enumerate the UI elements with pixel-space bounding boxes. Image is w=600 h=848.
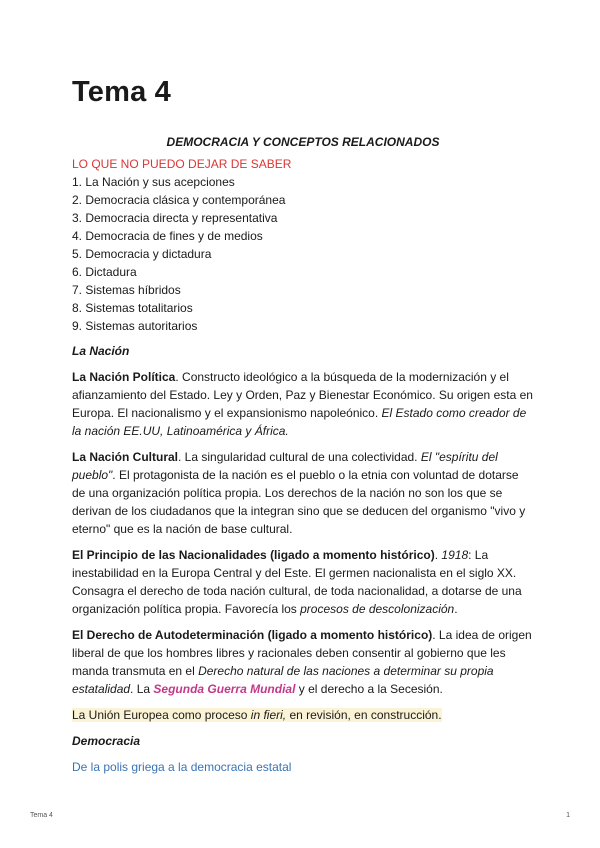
key-points-heading: LO QUE NO PUEDO DEJAR DE SABER — [72, 157, 292, 171]
text: y el derecho a la Secesión. — [295, 682, 443, 696]
text: . La idea de origen liberal de que los hombres libres y racionales deben consentir al gobierno que les manda transmuta en el — [72, 628, 532, 678]
italic-text: El Estado como creador de la nación EE.UU, Latinoamérica y África. — [72, 406, 527, 438]
text: . — [434, 548, 442, 562]
list-item: 2. Democracia clásica y contemporánea — [72, 193, 286, 207]
text: La Unión Europea como proceso — [72, 708, 251, 722]
text: . Constructo ideológico a la búsqueda de la modernización y el afianzamiento del Estado. Ley y Orden, Paz y Bienestar Económico. Su origen esta en Europa. El nacionalismo y el expansionismo napoleónico. — [72, 370, 533, 420]
section-heading-nacion: La Nación — [72, 344, 130, 358]
text: . El protagonista de la nación es el pueblo o la etnia con voluntad de dotarse de una organización política propia. Los derechos de la nación no son los que se derivan de los ciudadanos que la integran sino que se deducen del organismo "vivo y eterno" que es la nación de base cultural. — [72, 468, 526, 536]
term: El Principio de las Nacionalidades (ligado a momento histórico) — [72, 548, 435, 562]
list-item: 3. Democracia directa y representativa — [72, 211, 278, 225]
term: La Nación Cultural — [72, 450, 179, 464]
document-body — [72, 134, 534, 776]
list-item: 5. Democracia y dictadura — [72, 247, 212, 261]
text: en revisión, en construcción. — [286, 708, 442, 722]
italic-text: Derecho natural de las naciones a determinar su propia estatalidad — [72, 664, 494, 696]
list-item: 9. Sistemas autoritarios — [72, 319, 198, 333]
paragraph-nacion-cultural — [72, 448, 534, 538]
text: : La inestabilidad en la Europa Central y del Este. El germen nacionalista en el siglo XX. Consagra el derecho de toda nación cultural, de toda nacionalidad, a dotarse de una organización política propia. Favorecía los — [72, 548, 522, 616]
paragraph-union-europea — [72, 706, 534, 724]
list-item: 1. La Nación y sus acepciones — [72, 175, 235, 189]
text: . — [454, 602, 458, 616]
section-heading-democracia: Democracia — [72, 734, 141, 748]
topic-list — [72, 173, 534, 335]
term: El Derecho de Autodeterminación (ligado a momento histórico) — [72, 628, 433, 642]
text: . La singularidad cultural de una colectividad. — [178, 450, 421, 464]
footer-title: Tema 4 — [30, 812, 53, 819]
paragraph-principio-nacionalidades — [72, 546, 534, 618]
list-item: 7. Sistemas híbridos — [72, 283, 181, 297]
term: La Nación Política — [72, 370, 176, 384]
paragraph-nacion-politica — [72, 368, 534, 440]
highlighted-sentence — [72, 708, 442, 722]
subsection-link[interactable]: De la polis griega a la democracia estatal — [72, 760, 292, 774]
document-subtitle: DEMOCRACIA Y CONCEPTOS RELACIONADOS — [166, 135, 440, 149]
page-title: Tema 4 — [72, 76, 171, 108]
text: . La — [130, 682, 154, 696]
paragraph-autodeterminacion — [72, 626, 534, 698]
list-item: 8. Sistemas totalitarios — [72, 301, 193, 315]
list-item: 6. Dictadura — [72, 265, 137, 279]
italic-text: El "espíritu del pueblo" — [72, 450, 498, 482]
list-item: 4. Democracia de fines y de medios — [72, 229, 263, 243]
highlighted-term: Segunda Guerra Mundial — [153, 682, 296, 696]
italic-text: in fieri, — [250, 708, 287, 722]
year: 1918 — [441, 548, 469, 562]
page-number: 1 — [566, 812, 570, 819]
italic-text: procesos de descolonización — [300, 602, 455, 616]
